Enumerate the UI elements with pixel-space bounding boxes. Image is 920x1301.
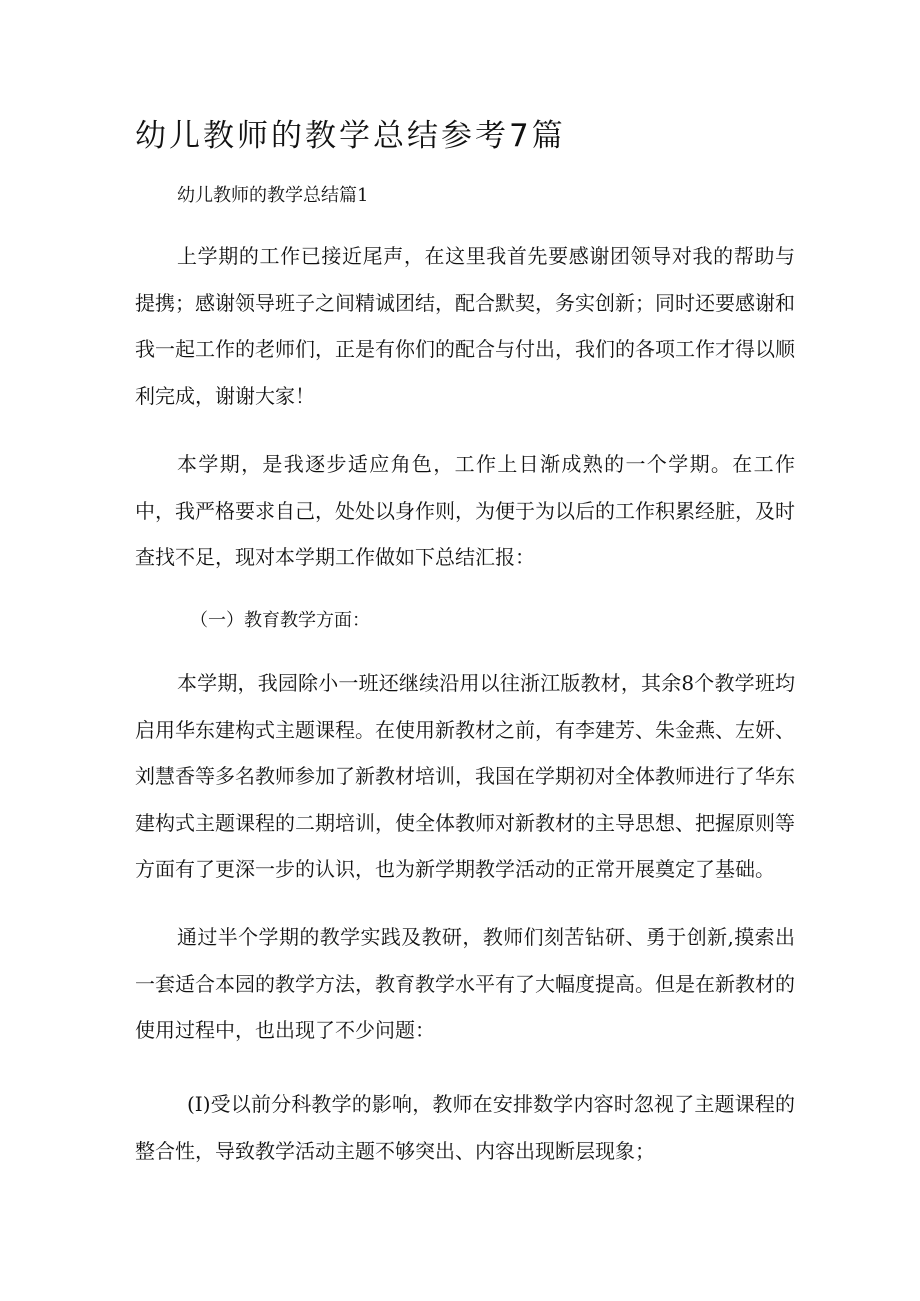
paragraph-teaching-practice: 通过半个学期的教学实践及教研，教师们刻苦钻研、勇于创新,摸索出一套适合本园的教学方法，教育教学水平有了大幅度提高。但是在新教材的使用过程中，也出现了不少问题： — [135, 925, 795, 1042]
paragraph-new-textbook: 本学期，我园除小一班还继续沿用以往浙江版教材，其余8个教学班均启用华东建构式主题课程。在使用新教材之前，有李建芳、朱金燕、左妍、刘慧香等多名教师参加了新教材培训，我国在学期初对全体教师进行了华东建构式主题课程的二期培训，使全体教师对新教材的主导思想、把握原则等方面有了更深一步的认识，也为新学期教学活动的正常开展奠定了基础。 — [135, 671, 795, 881]
article-subtitle: 幼儿教师的教学总结篇1 — [177, 185, 369, 206]
paragraph-problem-1: (I)受以前分科教学的影响，教师在安排数学内容时忽视了主题课程的整合性，导致教学活动主题不够突出、内容出现断层现象； — [135, 1092, 795, 1163]
document-title: 幼儿教师的教学总结参考7篇 — [135, 118, 566, 154]
paragraph-thanks: 上学期的工作已接近尾声，在这里我首先要感谢团领导对我的帮助与提携；感谢领导班子之间精诚团结，配合默契，务实创新；同时还要感谢和我一起工作的老师们，正是有你们的配合与付出，我们的各项工作才得以顺利完成，谢谢大家！ — [135, 244, 795, 408]
paragraph-semester-intro: 本学期，是我逐步适应角色，工作上日渐成熟的一个学期。在工作中，我严格要求自己，处处以身作则，为便于为以后的工作积累经脏，及时查找不足，现对本学期工作做如下总结汇报： — [135, 452, 795, 569]
section-heading-teaching: （一）教育教学方面： — [190, 610, 370, 631]
